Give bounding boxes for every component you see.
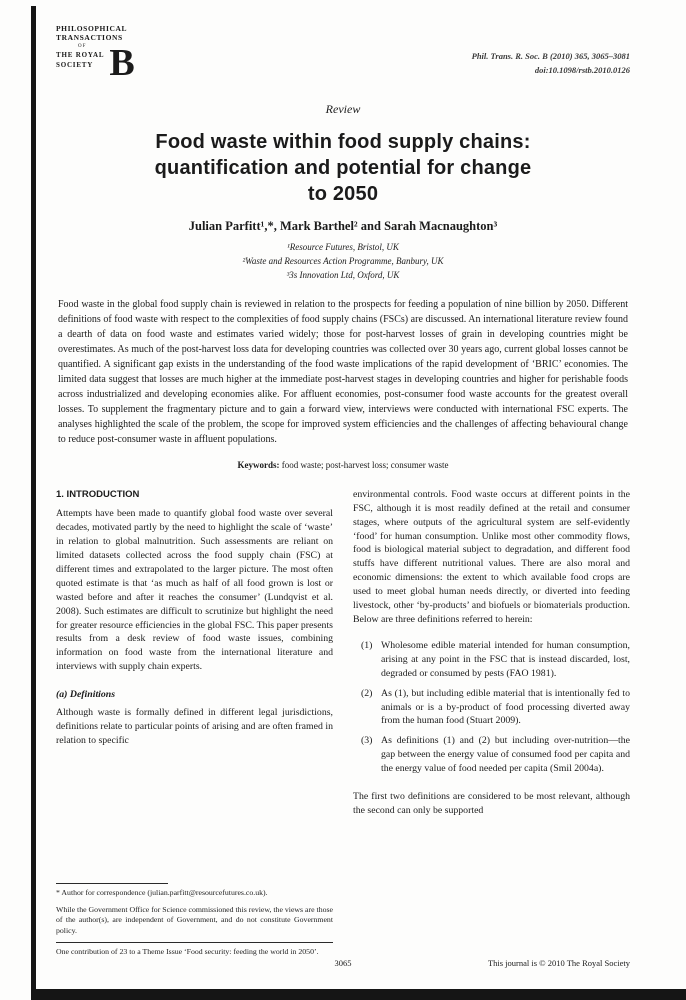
abstract-paragraph: Food waste in the global food supply chain is reviewed in relation to the prospects for feeding a population of nine billion by 2050. Different definitions of food waste with respect to the complexities of food supply chains (FSCs) are discussed. An international literature review found a dearth of data on food waste and estimates varied widely; those for post-harvest losses of grain in developing countries might be overestimates. As much of the post-harvest loss data for developing countries was collected over 30 years ago, current global losses cannot be quantified. A significant gap exists in the understanding of the food waste implications of the rapid development of ‘BRIC’ economies. The limited data suggest that losses are much higher at the immediate post-harvest stages in developing countries and higher for perishable foods across industrialized and developing economies alike. For affluent economies, post-consumer food waste accounts for the greatest overall losses. To supplement the fragmentary picture and to gain a forward view, interviews were conducted with international FSC experts. The analyses highlighted the scale of the problem, the scope for improved system efficiencies and the challenges of affecting behavioural change to reduce post-consumer waste in affluent populations. <box>58 298 628 445</box>
definition-item-1 <box>361 639 630 681</box>
affiliation-1: ¹Resource Futures, Bristol, UK <box>287 242 399 252</box>
footnote-rule-full <box>56 942 333 943</box>
citation-reference: Phil. Trans. R. Soc. B (2010) 365, 3065–3081 <box>471 51 630 61</box>
definitions-lead-paragraph: Although waste is formally defined in different legal jurisdictions, definitions relate to particular points of arising and are often framed in relation to specific <box>56 707 333 746</box>
article-title <box>56 129 630 207</box>
continuation-paragraph: environmental controls. Food waste occurs at different points in the FSC, although it is most readily defined at the retail and consumer stages, where outputs of the agricultural system are self-evidently ‘food’ for human consumption. Unlike most other commodity flows, food is biological material subject to degradation, and different food stuffs have different nutritional values. There are also moral and economic dimensions: the extent to which available food crops are used to meet global human needs directly, or diverted into feeding livestock, other ‘by-products’ and biofuels or biomaterials production. Below are three definitions referred to herein: <box>353 488 630 625</box>
article-title-line-3: to 2050 <box>307 183 379 205</box>
closing-paragraph: The first two definitions are considered to be most relevant, although the second can only be supported <box>353 791 630 816</box>
affiliation-2: ²Waste and Resources Action Programme, Banbury, UK <box>242 255 444 266</box>
definition-item-3 <box>361 734 630 776</box>
journal-citation <box>472 50 630 77</box>
logo-society-lines <box>56 50 104 70</box>
keywords-text: food waste; post-harvest loss; consumer waste <box>279 459 449 470</box>
scan-border-left <box>31 6 36 992</box>
logo-text-society: SOCIETY <box>56 60 94 69</box>
disclaimer-footnote: While the Government Office for Science commissioned this review, the views are those of the author(s), are independent of Government, and do not constitute Government policy. <box>56 904 333 935</box>
masthead <box>56 24 630 90</box>
page-footer <box>56 958 630 972</box>
definition-1-text: Wholesome edible material intended for human consumption, arising at any point in the FSC that is instead discarded, lost, degraded or consumed by pests (FAO 1981). <box>381 639 630 679</box>
affiliation-3: ³3s Innovation Ltd, Oxford, UK <box>286 269 400 280</box>
left-column <box>56 488 333 958</box>
scan-border-bottom <box>31 989 686 1000</box>
keywords-label: Keywords: <box>237 459 280 470</box>
page-content <box>56 24 630 972</box>
definition-1-marker: (1) <box>361 639 373 651</box>
right-column <box>353 488 630 958</box>
logo-text-philosophical: PHILOSOPHICAL <box>56 24 128 33</box>
article-type-label: Review <box>325 102 361 116</box>
royal-society-b-mark-icon: B <box>109 41 135 84</box>
subsection-heading-definitions: (a) Definitions <box>56 689 116 701</box>
definition-2-text: As (1), but including edible material that is intentionally fed to animals or is a by-product of food processing diverted away from the human food (Stuart 2009). <box>381 687 630 727</box>
footnote-rule-short <box>56 883 168 884</box>
definition-2-marker: (2) <box>361 687 373 699</box>
article-title-line-2: quantification and potential for change <box>154 157 532 179</box>
logo-text-transactions: TRANSACTIONS <box>56 33 123 43</box>
footnotes-block <box>56 883 333 958</box>
page-number: 3065 <box>334 958 352 968</box>
definition-3-marker: (3) <box>361 735 373 747</box>
article-title-line-1: Food waste within food supply chains: <box>155 131 531 153</box>
royal-society-logo <box>56 24 186 84</box>
journal-copyright: This journal is © 2010 The Royal Society <box>487 958 630 968</box>
introduction-paragraph: Attempts have been made to quantify global food waste over several decades, motivated partly by the need to highlight the scale of ‘waste’ in relation to global malnutrition. Such assessments are reliant on limited datasets collected across the food supply chain (FSC) at different times and extrapolated to the larger picture. The most often quoted estimate is that ‘as much as half of all food grown is lost or wasted before and after it reaches the consumer’ (Lundqvist et al. 2008). Such estimates are difficult to scrutinize but highlight the need for greater resource efficiencies in the global FSC. This paper presents results from a desk review of food waste issues, combining information on food waste from the international literature and interviews with supply chain experts. <box>56 508 333 673</box>
definitions-list <box>353 639 630 782</box>
body-columns <box>56 488 630 958</box>
logo-text-the-royal: THE ROYAL <box>56 50 105 59</box>
keywords-line <box>56 460 630 470</box>
citation-doi: doi:10.1098/rstb.2010.0126 <box>534 64 630 75</box>
definition-item-2 <box>361 687 630 729</box>
logo-text-of: OF <box>78 43 87 49</box>
affiliations-block <box>56 241 630 283</box>
section-heading-introduction: 1. INTRODUCTION <box>56 488 140 500</box>
correspondence-footnote: * Author for correspondence (julian.parfitt@resourcefutures.co.uk). <box>56 888 268 898</box>
authors-line: Julian Parfitt¹,*, Mark Barthel² and Sarah Macnaughton³ <box>188 219 498 233</box>
theme-issue-footnote: One contribution of 23 to a Theme Issue ‘Food security: feeding the world in 2050’. <box>56 947 319 957</box>
definition-3-text: As definitions (1) and (2) but including over-nutrition—the gap between the energy value of consumed food per capita and the energy value of food needed per capita (Smil 2004a). <box>381 735 630 775</box>
